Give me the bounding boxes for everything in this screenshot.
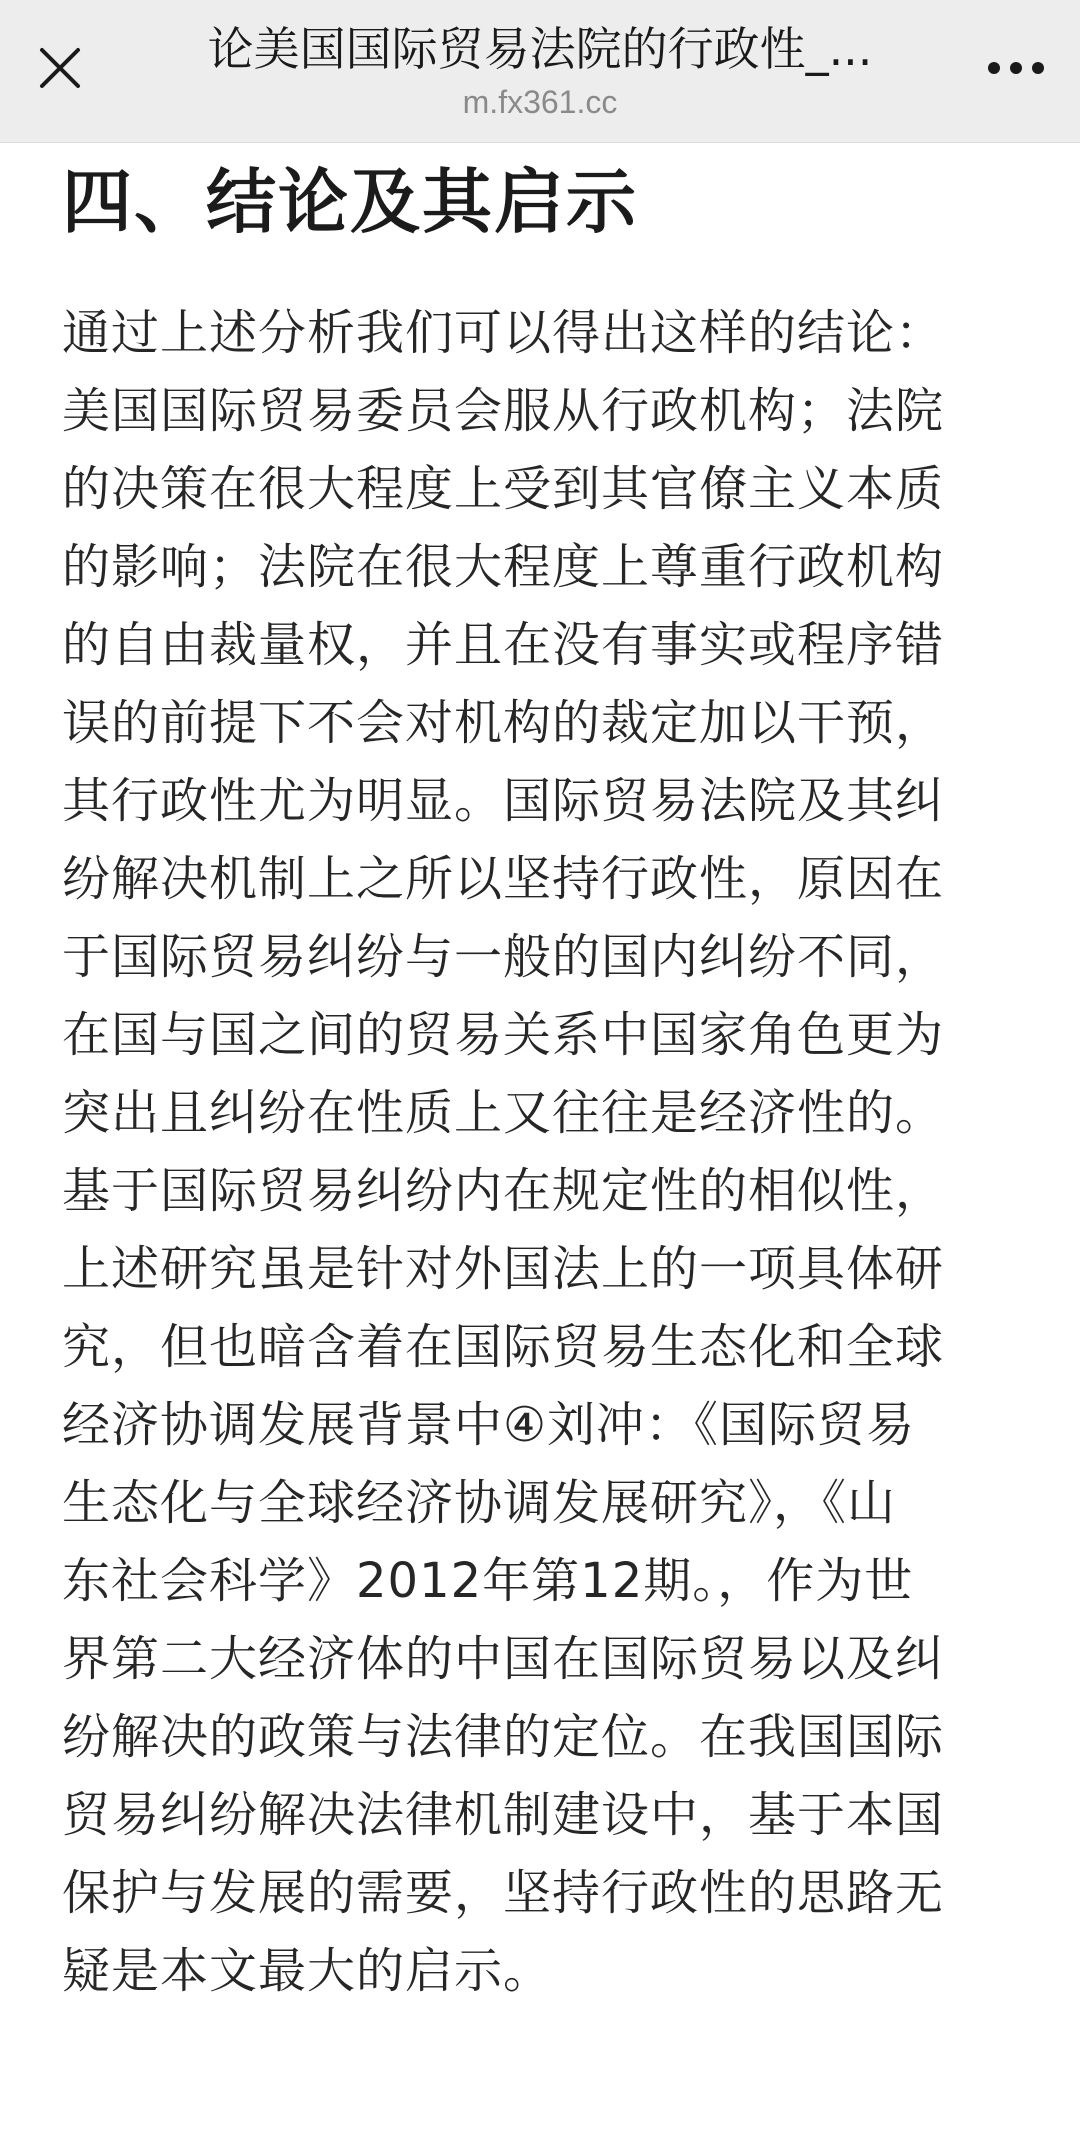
paragraph-line: 其行政性尤为明显。国际贸易法院及其纠	[62, 773, 945, 829]
paragraph-line: 保护与发展的需要，坚持行政性的思路无	[62, 1865, 945, 1921]
paragraph-line: 突出且纠纷在性质上又往往是经济性的。	[62, 1085, 945, 1141]
more-button[interactable]	[980, 36, 1052, 100]
article-paragraph	[62, 294, 1018, 2010]
article-content	[62, 142, 1018, 2010]
paragraph-line: 的影响；法院在很大程度上尊重行政机构	[62, 539, 945, 595]
paragraph-line: 通过上述分析我们可以得出这样的结论：	[62, 305, 945, 361]
close-button[interactable]	[28, 36, 92, 100]
paragraph-line: 的决策在很大程度上受到其官僚主义本质	[62, 461, 945, 517]
page-url: m.fx361.cc	[462, 84, 618, 120]
paragraph-line: 经济协调发展背景中④刘冲：《国际贸易	[62, 1397, 916, 1453]
paragraph-line: 美国国际贸易委员会服从行政机构；法院	[62, 383, 945, 439]
paragraph-line: 的自由裁量权，并且在没有事实或程序错	[62, 617, 945, 673]
title-area	[140, 18, 940, 122]
paragraph-line: 疑是本文最大的启示。	[62, 1943, 553, 1999]
paragraph-line: 上述研究虽是针对外国法上的一项具体研	[62, 1241, 945, 1297]
paragraph-line: 贸易纠纷解决法律机制建设中，基于本国	[62, 1787, 945, 1843]
browser-top-bar	[0, 0, 1080, 143]
paragraph-line: 究，但也暗含着在国际贸易生态化和全球	[62, 1319, 945, 1375]
page-title: 论美国国际贸易法院的行政性_...	[207, 22, 873, 76]
paragraph-line: 在国与国之间的贸易关系中国家角色更为	[62, 1007, 945, 1063]
more-icon	[986, 60, 1046, 76]
paragraph-line: 误的前提下不会对机构的裁定加以干预，	[62, 695, 945, 751]
paragraph-line: 东社会科学》2012年第12期。，作为世	[62, 1553, 914, 1609]
paragraph-line: 界第二大经济体的中国在国际贸易以及纠	[62, 1631, 945, 1687]
section-heading: 四、结论及其启示	[62, 161, 638, 243]
paragraph-line: 基于国际贸易纠纷内在规定性的相似性，	[62, 1163, 945, 1219]
paragraph-line: 生态化与全球经济协调发展研究》，《山	[62, 1475, 897, 1531]
close-icon	[38, 46, 82, 90]
paragraph-line: 纷解决的政策与法律的定位。在我国国际	[62, 1709, 945, 1765]
paragraph-line: 于国际贸易纠纷与一般的国内纠纷不同，	[62, 929, 945, 985]
paragraph-line: 纷解决机制上之所以坚持行政性，原因在	[62, 851, 945, 907]
